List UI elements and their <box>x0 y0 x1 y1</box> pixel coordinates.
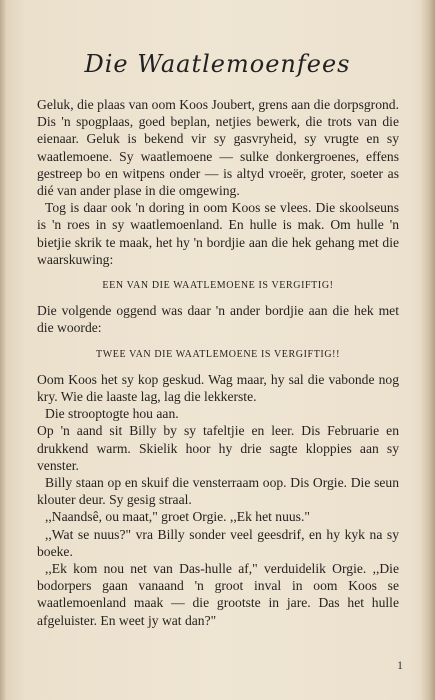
paragraph: Billy staan op en skuif die vensterraam oop. Dis Orgie. Die seun klouter deur. Sy gesig straal. <box>37 475 399 508</box>
paragraph: Op 'n aand sit Billy by sy tafeltjie en leer. Dis Februarie en drukkend warm. Skielik hoor hy drie sagte kloppies aan sy venster. <box>37 423 399 473</box>
chapter-title: Die Waatlemoenfees <box>84 50 351 78</box>
paragraph: Die volgende oggend was daar 'n ander bordjie aan die hek met die woorde: <box>37 303 399 336</box>
paragraph: Die strooptogte hou aan. <box>45 406 179 422</box>
paragraph: Oom Koos het sy kop geskud. Wag maar, hy sal die vabonde nog kry. Wie die laaste lag, lag die lekkerste. <box>37 371 399 405</box>
page-binding-shadow <box>0 0 6 700</box>
chapter-body <box>37 96 399 629</box>
paragraph: Geluk, die plaas van oom Koos Joubert, grens aan die dorpsgrond. Dis 'n spogplaas, goed beplan, netjies bewerk, die trots van die eienaar. Geluk is bekend vir sy gasvryheid, sy vrugte en sy waatlemoene. Sy waatlemoene — sulke donkergroenes, effens gestreep bo en witpens onder — is altyd vroeër, groter, soeter as dié van ander plase in die omgewing. <box>37 97 399 199</box>
dialogue-paragraph: ,,Ek kom nou net van Das-hulle af," verduidelik Orgie. ,,Die bodorpers gaan vanaand 'n groot inval in oom Koos se waatlemoenland maak — die grootste in jare. Das het hulle afgeluister. En weet jy wat dan?" <box>37 561 399 628</box>
warning-sign-text: EEN VAN DIE WAATLEMOENE IS VERGIFTIG! <box>102 280 334 292</box>
dialogue-paragraph: ,,Naandsê, ou maat," groet Orgie. ,,Ek het nuus." <box>45 509 310 525</box>
paragraph: Tog is daar ook 'n doring in oom Koos se vlees. Die skoolseuns is 'n roes in sy waatlemoenland. En hulle is mak. Om hulle 'n bietjie skrik te maak, het hy 'n bordjie aan die hek gehang met die waarskuwing: <box>37 200 399 267</box>
page-number: 1 <box>397 658 403 672</box>
dialogue-paragraph: ,,Wat se nuus?" vra Billy sonder veel geesdrif, en hy kyk na sy boeke. <box>37 526 399 559</box>
page-edge-shadow <box>421 0 435 700</box>
warning-sign-text: TWEE VAN DIE WAATLEMOENE IS VERGIFTIG!! <box>95 348 341 360</box>
